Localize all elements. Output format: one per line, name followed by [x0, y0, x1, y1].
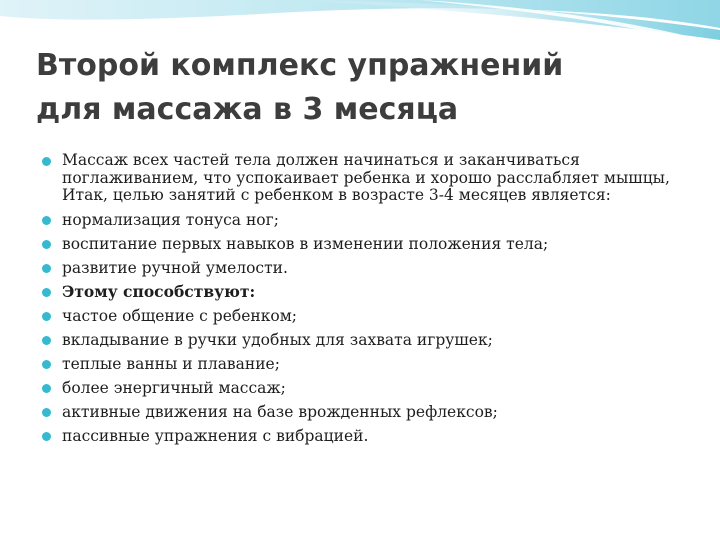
slide-title-line-1: Второй комплекс упражнений: [36, 48, 564, 83]
bullet-dot-icon: [42, 408, 51, 417]
bullet-list: [40, 152, 690, 450]
bullet-item: [40, 426, 690, 446]
bullet-dot-icon: [42, 336, 51, 345]
bullet-item: [40, 378, 690, 398]
bullet-text: частое общение с ребенком;: [62, 306, 298, 325]
bullet-text: более энергичный массаж;: [62, 378, 286, 397]
bullet-dot-icon: [42, 240, 51, 249]
bullet-dot-icon: [42, 384, 51, 393]
slide-title: [36, 44, 696, 132]
bullet-text: пассивные упражнения с вибрацией.: [62, 426, 369, 445]
slide-title-line-2: для массажа в 3 месяца: [36, 92, 459, 127]
bullet-dot-icon: [42, 157, 51, 166]
bullet-dot-icon: [42, 432, 51, 441]
bullet-item: [40, 210, 690, 230]
bullet-item: [40, 258, 690, 278]
bullet-dot-icon: [42, 312, 51, 321]
bullet-item: [40, 152, 690, 205]
bullet-item: [40, 234, 690, 254]
bullet-item: [40, 402, 690, 422]
bullet-text: Этому способствуют:: [62, 281, 256, 301]
bullet-text: активные движения на базе врожденных рефлексов;: [62, 402, 498, 421]
bullet-text: развитие ручной умелости.: [62, 258, 288, 277]
bullet-item: [40, 282, 690, 302]
bullet-dot-icon: [42, 360, 51, 369]
bullet-item: [40, 354, 690, 374]
bullet-text: воспитание первых навыков в изменении положения тела;: [62, 234, 549, 253]
bullet-text: теплые ванны и плавание;: [62, 354, 280, 373]
bullet-dot-icon: [42, 216, 51, 225]
bullet-item: [40, 330, 690, 350]
bullet-dot-icon: [42, 288, 51, 297]
bullet-text: нормализация тонуса ног;: [62, 210, 279, 229]
bullet-dot-icon: [42, 264, 51, 273]
bullet-item: [40, 306, 690, 326]
bullet-text: Массаж всех частей тела должен начинаться и заканчиваться поглаживанием, что успокаивает ребенка и хорошо расслабляет мышцы, Итак, целью занятий с ребенком в возрасте 3-4 месяцев является:: [62, 151, 670, 204]
bullet-text: вкладывание в ручки удобных для захвата игрушек;: [62, 330, 493, 349]
